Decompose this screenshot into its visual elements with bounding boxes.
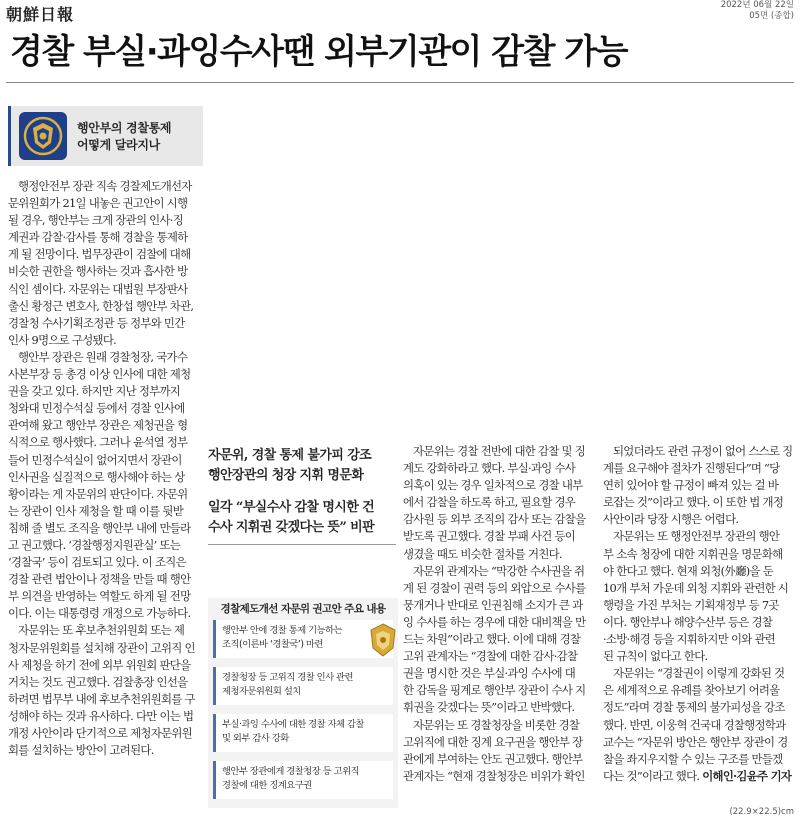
text-line: 식인 셈이다. 자문위는 대법원 부장판사 xyxy=(8,281,188,296)
summary-item: 경찰청장 등 고위직 경찰 인사 관련 제청자문위원회 설치 xyxy=(213,667,393,705)
text-line: 자문위는 또 행정안전부 장관의 행안 xyxy=(613,529,780,544)
text-line: 행안부 장관은 원래 경찰청장, 국가수 xyxy=(18,349,188,364)
text-line: 의혹이 있는 경우 일차적으로 경찰 내부 xyxy=(403,478,583,493)
text-line: 식적으로 행사했다. 그러나 윤석열 정부 xyxy=(8,435,188,450)
summary-item: 행안부 안에 경찰 통제 기능하는 조직(이른바 ‘경찰국’) 마련 xyxy=(213,620,393,658)
text-line: 사 제청을 하기 전에 외부 위원회 판단을 xyxy=(8,657,191,672)
text-line: 게 될 전망이다. 법무장관이 검찰에 대해 xyxy=(8,247,191,262)
text-line: 다는 것”이라고 했다. xyxy=(603,768,700,783)
text-line: 찰을 좌지우지할 수 있는 구조를 만들겠 xyxy=(603,751,783,766)
article-paragraph xyxy=(603,528,795,665)
newspaper-masthead: 朝鮮日報 xyxy=(6,5,75,24)
page-number: 05면 (종합) xyxy=(749,11,794,21)
text-line: 계를 요구해야 절차가 진행된다”며 “당 xyxy=(603,461,780,476)
text-line: 관에게 부여하는 안도 권고했다. 행안부 xyxy=(403,751,583,766)
text-line: 정도”라며 경찰 통제의 불가피성을 강조 xyxy=(603,700,785,715)
text-line: 자문위는 또 후보추천위원회 또는 제 xyxy=(18,623,185,638)
text-line: 자문위 관계자는 “막강한 수사권을 쥐 xyxy=(413,563,585,578)
text-line: 청와대 민정수석실 등에서 경찰 인사에 xyxy=(8,401,185,416)
text-line: 관계자는 “현재 경찰청장은 비위가 확인 xyxy=(403,768,585,783)
text-line: 자문위는 또 경찰청장을 비롯한 경찰 xyxy=(413,717,580,732)
text-line: 한 감독을 핑계로 행안부 장관이 수사 지 xyxy=(403,683,586,698)
text-line: 부 소속 청장에 대한 지휘권을 명문화해 xyxy=(603,546,783,561)
article-paragraph xyxy=(8,622,201,759)
column-1 xyxy=(8,178,201,759)
text-line: 이다. 이는 대통령령 개정으로 가능하다. xyxy=(8,606,191,621)
text-line: 들어 민정수석실이 없어지면서 장관이 xyxy=(8,452,182,467)
summary-box-title: 경찰제도개선 자문위 권고안 주요 내용 xyxy=(220,603,386,615)
text-line: 연히 있어야 할 규정이 빠져 있는 걸 바 xyxy=(603,478,778,493)
text-line: 뭉개거나 반대로 인권침해 소지가 큰 과 xyxy=(403,597,583,612)
text-line: 개정 사안이라 단기적으로 제청자문위원 xyxy=(8,726,192,740)
text-line: 부 의견을 반영하는 역할도 하게 될 전망 xyxy=(8,589,191,604)
box-title: 행안부의 경찰통제 어떻게 달라지나 xyxy=(77,121,172,152)
text-line: 고 권고했다. ‘경찰행정지원관실’ 또는 xyxy=(8,537,181,552)
text-line: 자문위는 경찰 전반에 대한 감찰 및 징 xyxy=(413,444,586,458)
text-line: 사본부장 등 총경 이상 인사에 대한 제청 xyxy=(8,367,191,382)
text-line: 교수는 “자문위 방안은 행안부 장관이 경 xyxy=(603,734,788,749)
summary-item: 부실·과잉 수사에 대한 경찰 자체 감찰 및 외부 감사 강화 xyxy=(213,714,393,752)
article-paragraph xyxy=(403,717,596,785)
column-4 xyxy=(603,443,795,785)
text-line: 행정안전부 장관 직속 경찰제도개선자 xyxy=(18,179,192,193)
column-3 xyxy=(403,443,596,785)
text-line: 계권과 감찰·감사를 통해 경찰을 통제하 xyxy=(8,230,188,245)
text-line: 고위직에 대한 징계 요구권을 행안부 장 xyxy=(403,734,583,749)
text-line: 되었더라도 관련 규정이 없어 스스로 징 xyxy=(613,444,793,458)
subheadlines xyxy=(208,446,400,538)
text-line: 성해야 하는 것과 유사하다. 다만 이는 법 xyxy=(8,708,194,723)
article-paragraph xyxy=(603,665,795,785)
text-line: 인사권을 실질적으로 행사해야 하는 상 xyxy=(8,469,185,484)
text-line: 사안이라 당장 시행은 어렵다. xyxy=(603,512,739,527)
text-line: ·소방·해경 등을 지휘하지만 이와 관련 xyxy=(603,632,776,647)
text-line: 하려면 법무부 내에 후보추천위원회를 구 xyxy=(8,691,195,706)
text-line: 고위 관계자는 “경찰에 대한 감사·감찰 xyxy=(403,649,578,664)
text-line: 은 세계적으로 유례를 찾아보기 어려울 xyxy=(603,683,780,698)
text-line: 인사 9명으로 구성됐다. xyxy=(8,332,117,347)
summary-box xyxy=(208,598,398,808)
byline: 이해인·김윤주 기자 xyxy=(702,768,792,783)
text-line: 계도 강화하라고 했다. 부실·과잉 수사 xyxy=(403,461,576,476)
text-line: 경찰 관련 법안이나 정책을 만들 때 행안 xyxy=(8,572,191,587)
text-line: 자문위는 “경찰권이 이렇게 강화된 것 xyxy=(613,666,785,681)
text-line: 감사원 등 외부 조직의 감사 또는 감찰을 xyxy=(403,512,586,527)
subheadline-divider xyxy=(208,544,396,545)
text-line: 드는 차원”이라고 했다. 이에 대해 경찰 xyxy=(403,632,581,647)
text-line: 이다. 행안부나 해양수산부 등은 경찰 xyxy=(603,614,773,629)
headline-divider xyxy=(6,82,794,83)
text-line: 권을 갖고 있다. 하지만 지난 정부까지 xyxy=(8,384,181,399)
section-box xyxy=(8,106,203,166)
subheadline-1b: 행안장관의 청장 지휘 명문화 xyxy=(208,468,364,483)
issue-date: 2022년 06월 22일 xyxy=(720,0,794,10)
text-line: 생겼을 때도 비슷한 절차를 거친다. xyxy=(403,546,562,561)
text-line: 출신 황정근 변호사, 한창섭 행안부 차관, xyxy=(8,298,194,313)
subheadline-1a: 자문위, 경찰 통제 불가피 강조 xyxy=(208,448,372,463)
text-line: 관여해 왔고 행안부 장관은 제청권을 형 xyxy=(8,418,188,433)
text-line: 회를 설치하는 방안이 고려된다. xyxy=(8,743,154,758)
subheadline-2a: 일각 “부실수사 감찰 명시한 건 xyxy=(208,500,375,515)
text-line: 행령을 가진 부처는 기획재정부 등 7곳 xyxy=(603,597,779,612)
size-note: (22.9×22.5)cm xyxy=(729,807,794,817)
dateline xyxy=(721,0,794,22)
text-line: 비슷한 권한을 행사하는 것과 흡사한 방 xyxy=(8,264,188,279)
article-paragraph xyxy=(603,443,795,528)
text-line: ‘경찰국’ 등이 검토되고 있다. 이 조직은 xyxy=(8,555,186,570)
text-line: 는 장관이 인사 제청을 할 때 이를 뒷받 xyxy=(8,503,183,518)
text-line: 권을 명시한 것은 부실·과잉 수사에 대 xyxy=(403,666,576,681)
text-line: 10개 부처 가운데 외청 지휘와 관련한 시 xyxy=(603,580,789,595)
text-line: 침해 줄 별도 조직을 행안부 내에 만들라 xyxy=(8,520,191,535)
police-emblem-icon xyxy=(19,112,67,160)
text-line: 휘권을 갖겠다는 뜻”이라고 반박했다. xyxy=(403,700,575,715)
text-line: 야 한다고 했다. 현재 외청(外廳)을 둔 xyxy=(603,563,774,578)
text-line: 로잡는 것”이라고 했다. 이 또한 법 개정 xyxy=(603,495,784,510)
text-line: 했다. 반면, 이웅혁 건국대 경찰행정학과 xyxy=(603,717,786,732)
text-line: 경찰청 수사기획조정관 등 정부와 민간 xyxy=(8,315,185,330)
police-emblem-icon xyxy=(361,620,405,660)
article-paragraph xyxy=(403,443,596,563)
text-line: 된 규칙이 없다고 한다. xyxy=(603,649,708,664)
text-line: 거치는 것도 권고했다. 검찰총장 인선을 xyxy=(8,674,188,689)
article-paragraph xyxy=(8,349,201,623)
subheadline-2b: 수사 지휘권 갖겠다는 뜻” 비판 xyxy=(208,520,375,535)
text-line: 황이라는 게 자문위의 판단이다. 자문위 xyxy=(8,486,188,501)
text-line: 잉 수사를 하는 경우에 대한 대비책을 만 xyxy=(403,614,586,629)
article-paragraph xyxy=(8,178,201,349)
text-line: 청자문위원회를 설치해 장관이 고위직 인 xyxy=(8,640,195,655)
summary-item: 행안부 장관에게 경찰청장 등 고위직 경찰에 대한 징계요구권 xyxy=(213,761,393,799)
article-headline: 경찰 부실·과잉수사땐 외부기관이 감찰 가능 xyxy=(10,32,627,72)
text-line: 받도록 권고했다. 경찰 부패 사건 등이 xyxy=(403,529,576,544)
text-line: 에서 감찰을 하도록 하고, 필요할 경우 xyxy=(403,495,576,510)
article-paragraph xyxy=(403,563,596,717)
text-line: 게 된 경찰이 권력 등의 외압으로 수사를 xyxy=(403,580,586,595)
text-line: 될 경우, 행안부는 크게 장관의 인사·징 xyxy=(8,213,183,228)
text-line: 문위원회가 21일 내놓은 권고안이 시행 xyxy=(8,196,188,211)
